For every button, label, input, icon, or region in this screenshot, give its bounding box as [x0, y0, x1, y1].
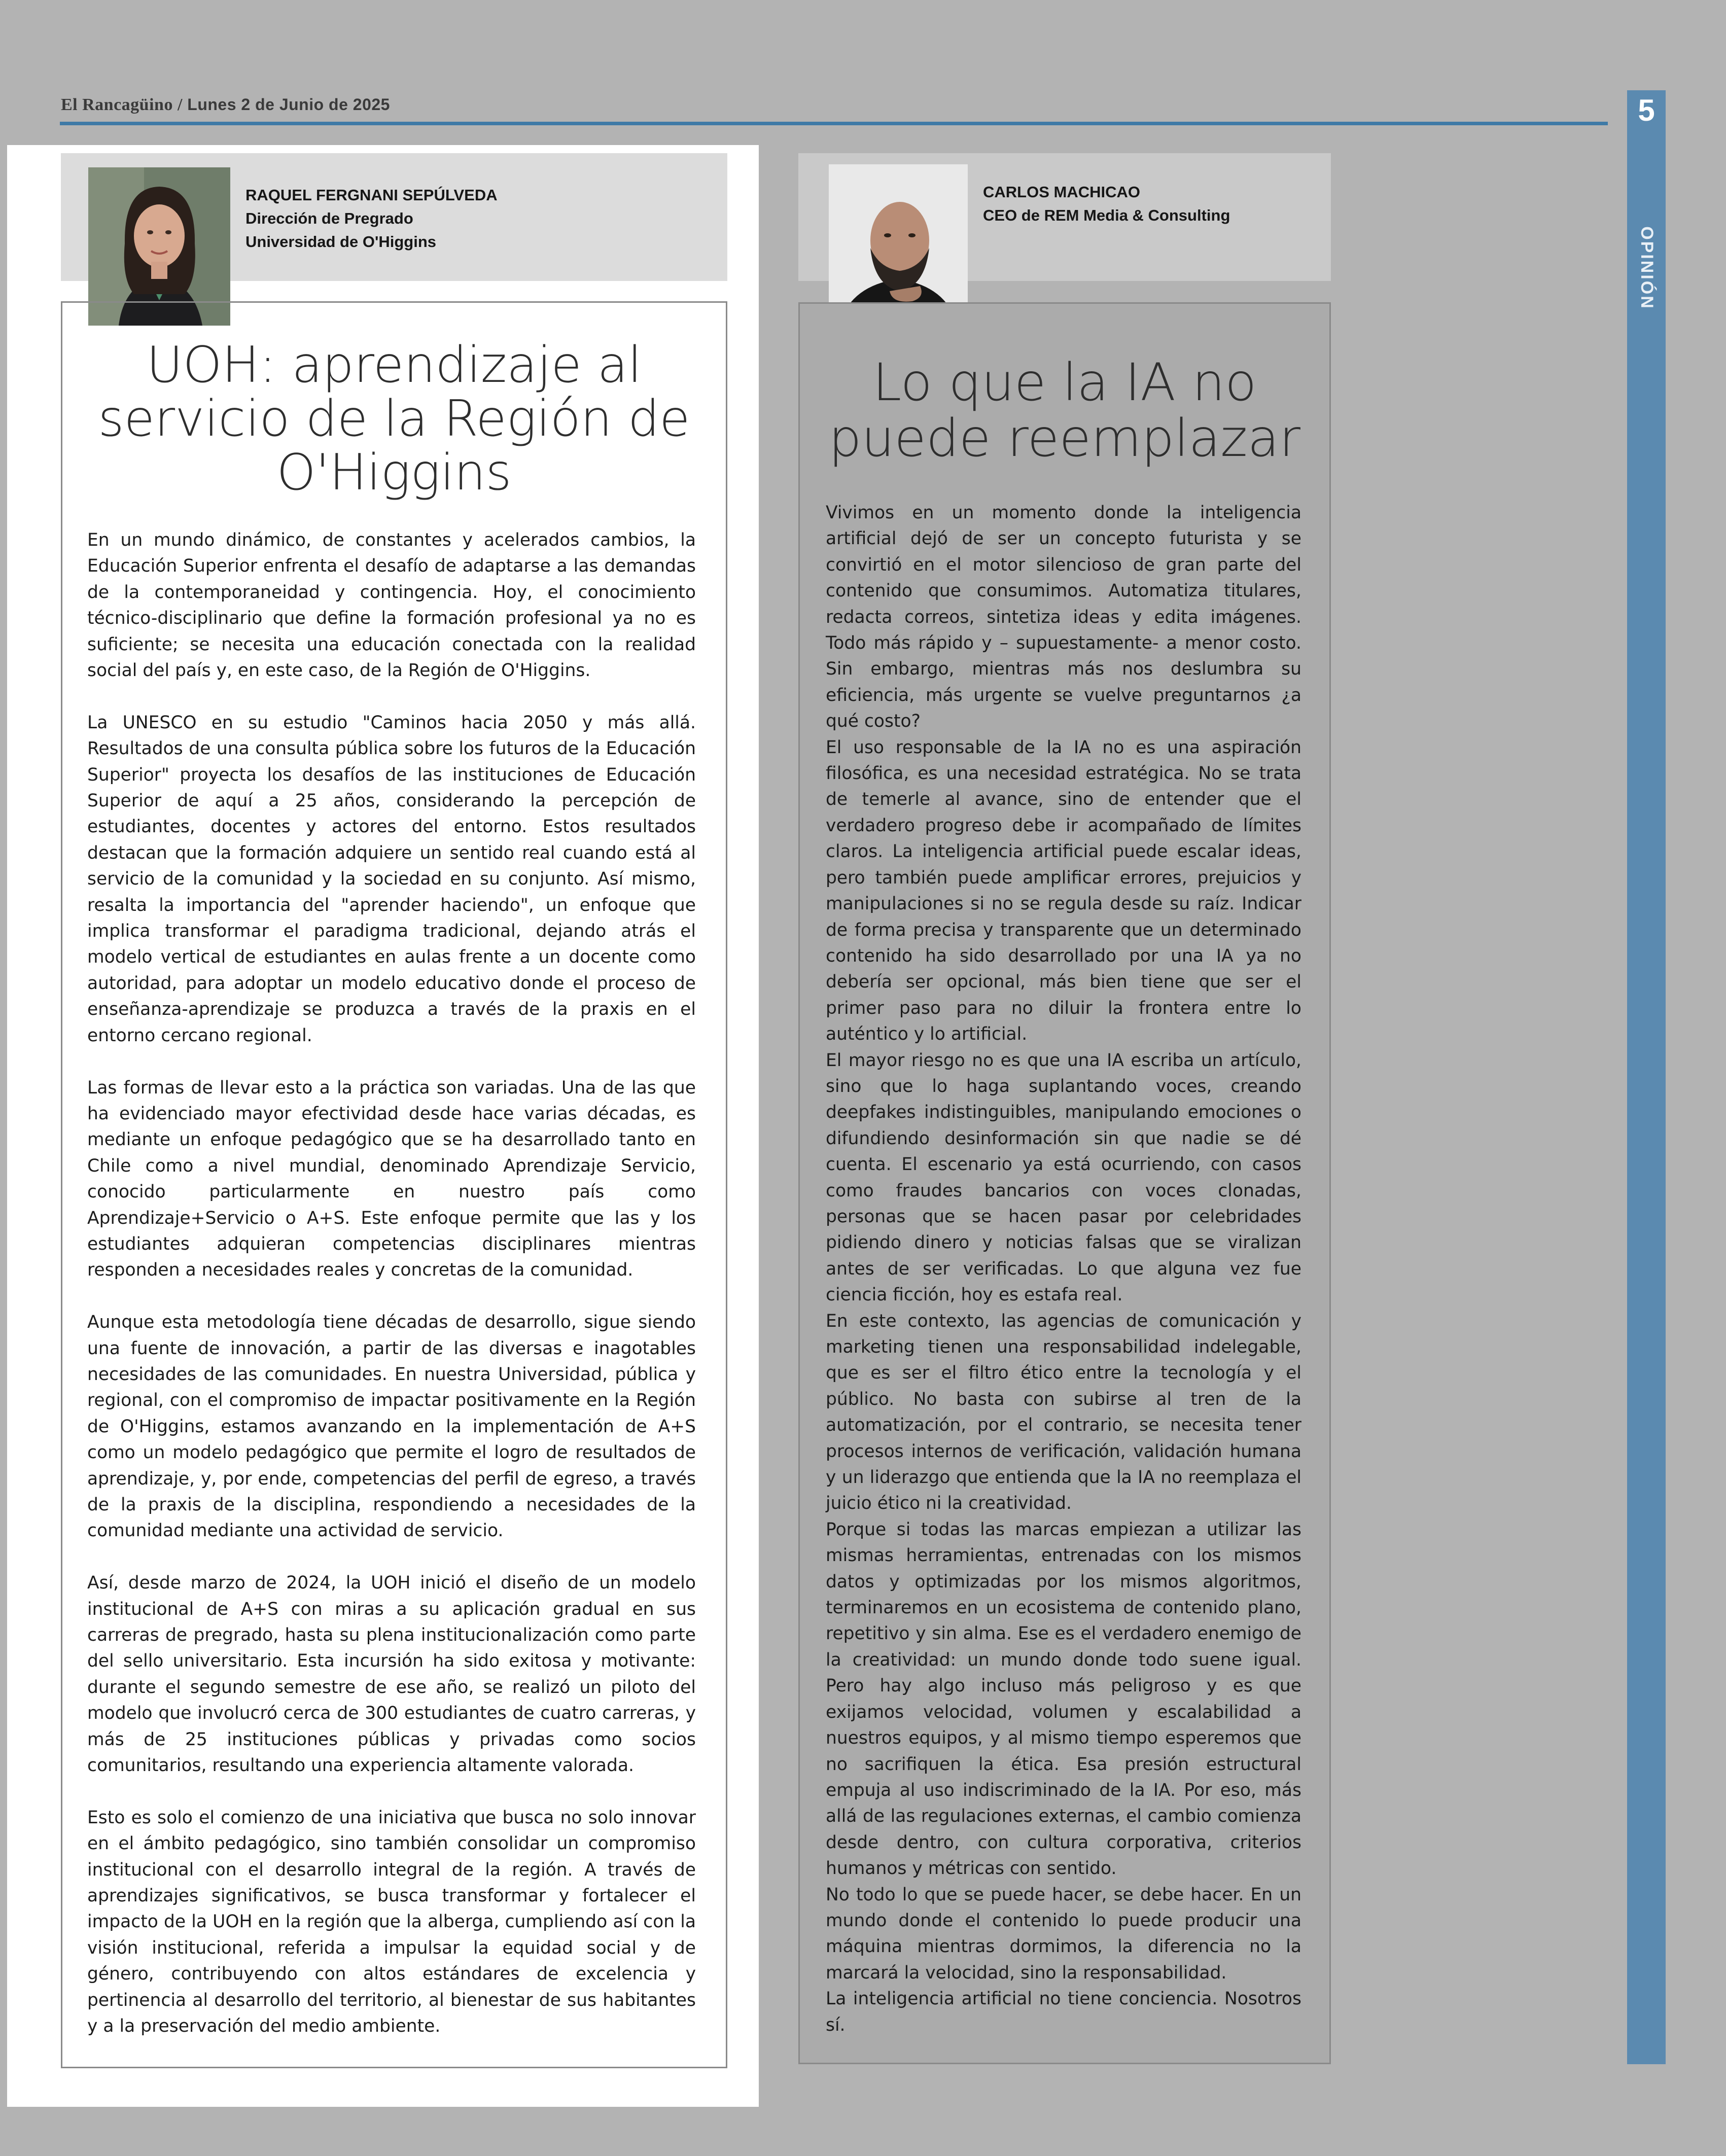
author-org: Universidad de O'Higgins: [245, 233, 436, 251]
page-number: 5: [1638, 93, 1655, 127]
newspaper-name: El Rancagüino /: [61, 95, 183, 114]
paragraph: El uso responsable de la IA no es una aspiración filosófica, es una necesidad estratégica. No se trata de temerle al avance, sino de entender que el verdadero progreso debe ir acompañado de límites claros. La inteligencia artificial puede escalar ideas, pero también puede amplificar errores, prejuicios y manipulaciones si no se regula desde su raíz. Indicar de forma precisa y transparente que un determinado contenido ha sido desarrollado por una IA ya no debería ser opcional, más bien tiene que ser el primer paso para no diluir la frontera entre lo auténtico y lo artificial.: [826, 737, 1301, 1045]
issue-date: Lunes 2 de Junio de 2025: [187, 95, 390, 114]
paragraph: Aunque esta metodología tiene décadas de desarrollo, sigue siendo una fuente de innovación, a partir de las diversas e inagotables necesidades de las comunidades. En nuestra Universidad, pública y regional, con el compromiso de impactar positivamente en la Región de O'Higgins, estamos avanzando en la implementación de A+S como un modelo pedagógico que permite el logro de resultados de aprendizaje, y, por ende, competencias del perfil de egreso, a través de la praxis de la disciplina, respondiendo a necesidades de la comunidad mediante una actividad de servicio.: [87, 1312, 696, 1541]
paragraph: El mayor riesgo no es que una IA escriba un artículo, sino que lo haga suplantando voces, creando deepfakes indistinguibles, manipulando emociones o difundiendo desinformación sin que nadie se dé cuenta. El escenario ya está ocurriendo, con casos como fraudes bancarios con voces clonadas, personas que se hacen pasar por celebridades pidiendo dinero y noticias falsas que se viralizan antes de ser verificadas. Lo que alguna vez fue ciencia ficción, hoy es estafa real.: [826, 1050, 1301, 1305]
paragraph: En este contexto, las agencias de comunicación y marketing tienen una responsabilidad indelegable, que es ser el filtro ético entre la tecnología y el público. No basta con subirse al tren de la automatización, por el contrario, se necesita tener procesos internos de verificación, validación humana y un liderazgo que entienda que la IA no reemplaza el juicio ético ni la creatividad.: [826, 1311, 1301, 1514]
paragraph: Vivimos en un momento donde la inteligencia artificial dejó de ser un concepto futurista y se convirtió en el motor silencioso de gran parte del contenido que consumimos. Automatiza titulares, redacta correos, sintetiza ideas y edita imágenes. Todo más rápido y – supuestamente- a menor costo. Sin embargo, mientras más nos deslumbra su eficiencia, más urgente se vuelve preguntarnos ¿a qué costo?: [826, 503, 1301, 732]
author-role: Dirección de Pregrado: [245, 209, 413, 227]
author-role: CEO de REM Media & Consulting: [983, 206, 1230, 224]
article-title-left: UOH: aprendizaje al servicio de la Región de O'Higgins: [98, 336, 690, 502]
article-body-right: [826, 500, 1301, 2038]
paragraph: Así, desde marzo de 2024, la UOH inició el diseño de un modelo institucional de A+S con miras a su aplicación gradual en sus carreras de pregrado, hasta su plena institucionalización como parte del sello universitario. Esta incursión ha sido exitosa y motivante: durante el segundo semestre de ese año, se realizó un piloto del modelo que involucró cerca de 300 estudiantes de cuatro carreras, y más de 25 instituciones públicas y privadas como socios comunitarios, resultando una experiencia altamente valorada.: [87, 1573, 696, 1776]
author-block-left: [245, 184, 498, 254]
author-name: RAQUEL FERGNANI SEPÚLVEDA: [245, 186, 498, 204]
paragraph: La inteligencia artificial no tiene conciencia. Nosotros sí.: [826, 1989, 1301, 2035]
section-label: OPINIÓN: [1637, 226, 1657, 310]
author-block-right: [983, 181, 1230, 227]
header-rule: [60, 122, 1608, 125]
author-name: CARLOS MACHICAO: [983, 183, 1140, 201]
paragraph: En un mundo dinámico, de constantes y acelerados cambios, la Educación Superior enfrenta el desafío de adaptarse a las demandas de la contemporaneidad y contingencia. Hoy, el conocimiento técnico-disciplinario que define la formación profesional ya no es suficiente; se necesita una educación conectada con la realidad social del país y, en este caso, de la Región de O'Higgins.: [87, 530, 696, 681]
paragraph: Las formas de llevar esto a la práctica son variadas. Una de las que ha evidenciado mayor efectividad desde hace varias décadas, es mediante un enfoque pedagógico que se ha desarrollado tanto en Chile como a nivel mundial, denominado Aprendizaje Servicio, conocido particularmente en nuestro país como Aprendizaje+Servicio o A+S. Este enfoque permite que las y los estudiantes adquieran competencias disciplinares mientras responden a necesidades reales y concretas de la comunidad.: [87, 1077, 696, 1281]
paragraph: No todo lo que se puede hacer, se debe hacer. En un mundo donde el contenido lo puede producir una máquina mientras dormimos, la diferencia no la marcará la velocidad, sino la responsabilidad.: [826, 1884, 1301, 1983]
article-body-left: [87, 527, 696, 2066]
page-side-bar: [1627, 90, 1666, 2064]
article-title-right: Lo que la IA no puede reemplazar: [828, 352, 1301, 469]
masthead: [61, 95, 390, 115]
paragraph: Esto es solo el comienzo de una iniciativa que busca no solo innovar en el ámbito pedagógico, sino también consolidar un compromiso institucional con el desarrollo integral de la región. A través de aprendizajes significativos, se busca transformar y fortalecer el impacto de la UOH en la región que la alberga, cumpliendo así con la visión institucional, referida a impulsar la equidad social y de género, contribuyendo con altos estándares de excelencia y pertinencia al desarrollo del territorio, al bienestar de sus habitantes y a la preservación del medio ambiente.: [87, 1807, 696, 2037]
paragraph: Porque si todas las marcas empiezan a utilizar las mismas herramientas, entrenadas con los mismos datos y optimizadas por los mismos algoritmos, terminaremos en un ecosistema de contenido plano, repetitivo y sin alma. Ese es el verdadero enemigo de la creatividad: un mundo donde todo suene igual. Pero hay algo incluso más peligroso y es que exijamos velocidad, volumen y escalabilidad a nuestros equipos, y al mismo tiempo esperemos que no sacrifiquen la ética. Esa presión estructural empuja al uso indiscriminado de la IA. Por eso, más allá de las regulaciones externas, el cambio comienza desde dentro, con cultura corporativa, criterios humanos y métricas con sentido.: [826, 1519, 1301, 1879]
paragraph: La UNESCO en su estudio "Caminos hacia 2050 y más allá. Resultados de una consulta pública sobre los futuros de la Educación Superior" proyecta los desafíos de las instituciones de Educación Superior de aquí a 25 años, considerando la percepción de estudiantes, docentes y actores del entorno. Estos resultados destacan que la formación adquiere un sentido real cuando está al servicio de la comunidad y la sociedad en su conjunto. Así mismo, resalta la importancia del "aprender haciendo", un enfoque que implica transformar el paradigma tradicional, dejando atrás el modelo vertical de estudiantes en aulas frente a un docente como autoridad, para adoptar un modelo educativo donde el proceso de enseñanza-aprendizaje se produzca a través de la praxis en el entorno cercano regional.: [87, 712, 696, 1046]
